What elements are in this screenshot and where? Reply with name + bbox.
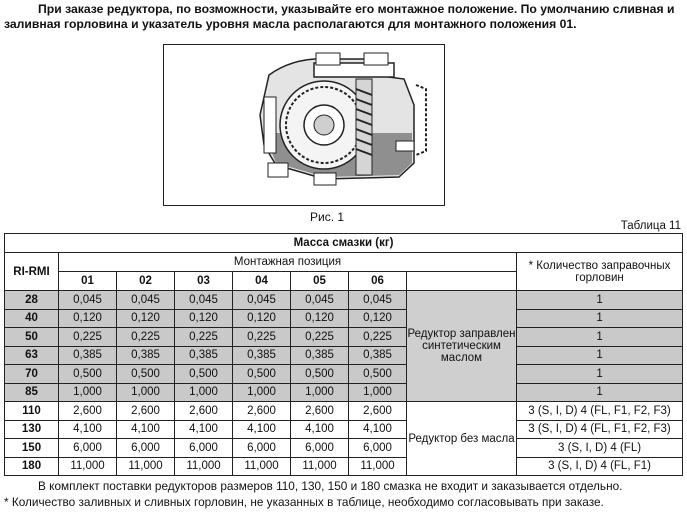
gearbox-cross-section-image <box>164 45 444 205</box>
mass-cell: 0,385 <box>349 346 407 365</box>
mass-cell: 0,045 <box>59 291 117 310</box>
mass-cell: 1,000 <box>175 383 233 402</box>
mass-cell: 4,100 <box>233 420 291 439</box>
mass-cell: 0,120 <box>233 309 291 328</box>
mass-cell: 0,500 <box>59 365 117 384</box>
mass-cell: 0,385 <box>233 346 291 365</box>
mass-cell: 6,000 <box>349 439 407 458</box>
mass-cell: 11,000 <box>117 457 175 476</box>
size-cell: 180 <box>5 457 59 476</box>
mass-cell: 4,100 <box>59 420 117 439</box>
table-row <box>5 291 683 310</box>
lubricant-mass-table <box>4 233 683 476</box>
filler-count-cell: 3 (S, I, D) 4 (FL, F1, F2, F3) <box>517 402 683 421</box>
position-code: 01 <box>59 272 117 291</box>
filler-count-cell: 1 <box>517 328 683 347</box>
table-row <box>5 420 683 439</box>
mass-cell: 1,000 <box>291 383 349 402</box>
mass-cell: 0,120 <box>291 309 349 328</box>
table-row <box>5 439 683 458</box>
filler-count-cell: 3 (S, I, D) 4 (FL) <box>517 439 683 458</box>
filler-count-cell: 1 <box>517 383 683 402</box>
mass-cell: 11,000 <box>291 457 349 476</box>
header-mounting-position: Монтажная позиция <box>59 253 517 272</box>
gearbox-drawing <box>163 44 445 206</box>
note-no-oil: Редуктор без масла <box>407 402 517 476</box>
table-row <box>5 346 683 365</box>
mass-cell: 0,045 <box>175 291 233 310</box>
filler-count-cell: 1 <box>517 365 683 384</box>
mass-cell: 2,600 <box>291 402 349 421</box>
position-code: 06 <box>349 272 407 291</box>
mass-cell: 0,225 <box>117 328 175 347</box>
mass-cell: 0,045 <box>349 291 407 310</box>
mass-cell: 4,100 <box>291 420 349 439</box>
mass-cell: 0,045 <box>233 291 291 310</box>
mass-cell: 2,600 <box>233 402 291 421</box>
mass-cell: 1,000 <box>349 383 407 402</box>
mass-cell: 4,100 <box>117 420 175 439</box>
mass-cell: 6,000 <box>175 439 233 458</box>
mass-cell: 11,000 <box>175 457 233 476</box>
mass-cell: 0,500 <box>291 365 349 384</box>
header-ri-rmi: RI-RMI <box>5 253 59 291</box>
mass-cell: 0,225 <box>233 328 291 347</box>
footer-note-delivery: В комплект поставки редукторов размеров 110, 130, 150 и 180 смазка не входит и заказывается отдельно. <box>38 479 623 493</box>
table-row <box>5 457 683 476</box>
footer-note-fillers: * Количество заливных и сливных горловин, не указанных в таблице, необходимо согласовывать при заказе. <box>4 495 604 509</box>
filler-count-cell: 1 <box>517 309 683 328</box>
position-code-blank <box>407 272 517 291</box>
table-row <box>5 309 683 328</box>
table-row <box>5 328 683 347</box>
mass-cell: 2,600 <box>59 402 117 421</box>
mass-cell: 0,225 <box>291 328 349 347</box>
table-row <box>5 402 683 421</box>
mass-cell: 0,225 <box>175 328 233 347</box>
mass-cell: 4,100 <box>175 420 233 439</box>
size-cell: 150 <box>5 439 59 458</box>
table-row <box>5 365 683 384</box>
table-row <box>5 383 683 402</box>
mass-cell: 0,120 <box>59 309 117 328</box>
mass-cell: 0,500 <box>233 365 291 384</box>
filler-count-cell: 3 (S, I, D) 4 (FL, F1) <box>517 457 683 476</box>
mass-cell: 2,600 <box>175 402 233 421</box>
figure-caption: Рис. 1 <box>310 210 345 224</box>
mass-cell: 0,500 <box>175 365 233 384</box>
table-number: Таблица 11 <box>620 220 681 232</box>
intro-text: При заказе редуктора, по возможности, указывайте его монтажное положение. По умолчанию сливная и заливная горловина и указатель уровня масла располагаются для монтажного положения 01. <box>4 2 675 31</box>
mass-cell: 0,120 <box>349 309 407 328</box>
position-code: 02 <box>117 272 175 291</box>
mass-cell: 0,045 <box>291 291 349 310</box>
header-filler-count: * Количество заправочных горловин <box>517 253 683 291</box>
mass-cell: 2,600 <box>349 402 407 421</box>
size-cell: 70 <box>5 365 59 384</box>
size-cell: 110 <box>5 402 59 421</box>
mass-cell: 4,100 <box>349 420 407 439</box>
table-caption: Масса смазки (кг) <box>5 234 683 253</box>
size-cell: 85 <box>5 383 59 402</box>
mass-cell: 0,045 <box>117 291 175 310</box>
mass-cell: 0,225 <box>349 328 407 347</box>
mass-cell: 11,000 <box>59 457 117 476</box>
size-cell: 130 <box>5 420 59 439</box>
mass-cell: 0,385 <box>291 346 349 365</box>
size-cell: 40 <box>5 309 59 328</box>
position-code: 03 <box>175 272 233 291</box>
mass-cell: 0,500 <box>117 365 175 384</box>
mass-cell: 6,000 <box>59 439 117 458</box>
size-cell: 50 <box>5 328 59 347</box>
mass-cell: 1,000 <box>59 383 117 402</box>
mass-cell: 0,385 <box>117 346 175 365</box>
mass-cell: 0,225 <box>59 328 117 347</box>
size-cell: 63 <box>5 346 59 365</box>
filler-count-cell: 3 (S, I, D) 4 (FL, F1, F2, F3) <box>517 420 683 439</box>
footer-notes <box>4 478 684 510</box>
position-code: 04 <box>233 272 291 291</box>
mass-cell: 6,000 <box>233 439 291 458</box>
mass-cell: 0,120 <box>175 309 233 328</box>
mass-cell: 6,000 <box>117 439 175 458</box>
filler-count-cell: 1 <box>517 291 683 310</box>
mass-cell: 0,385 <box>59 346 117 365</box>
mass-cell: 0,385 <box>175 346 233 365</box>
mass-cell: 1,000 <box>233 383 291 402</box>
mass-cell: 0,500 <box>349 365 407 384</box>
position-code: 05 <box>291 272 349 291</box>
note-synthetic-oil: Редуктор заправлен синтетическим маслом <box>407 291 517 402</box>
mass-cell: 11,000 <box>349 457 407 476</box>
mass-cell: 11,000 <box>233 457 291 476</box>
mass-cell: 1,000 <box>117 383 175 402</box>
mass-cell: 2,600 <box>117 402 175 421</box>
mass-cell: 6,000 <box>291 439 349 458</box>
size-cell: 28 <box>5 291 59 310</box>
mass-cell: 0,120 <box>117 309 175 328</box>
filler-count-cell: 1 <box>517 346 683 365</box>
